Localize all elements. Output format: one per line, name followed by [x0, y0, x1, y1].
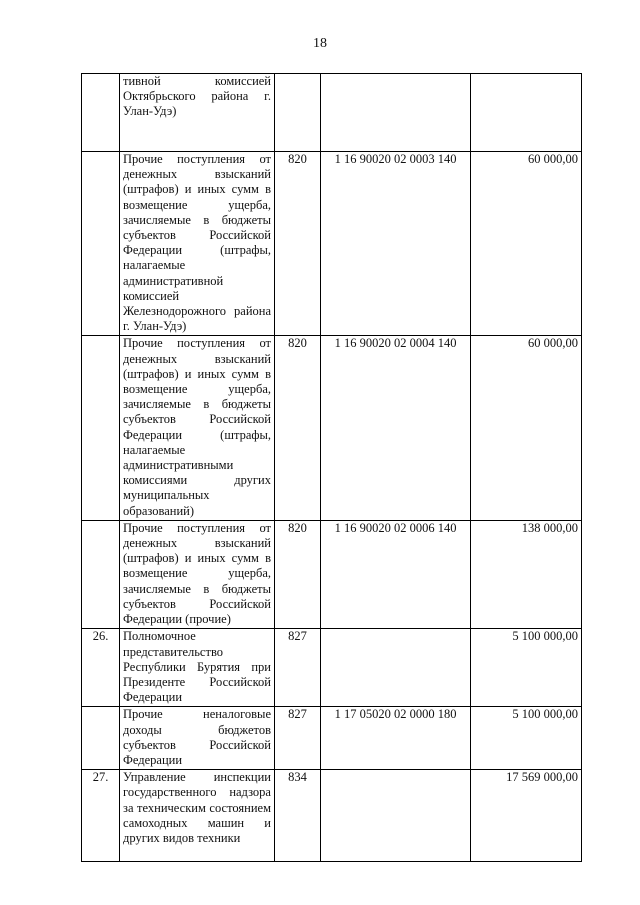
- row-number: [82, 74, 120, 152]
- admin-code: [275, 74, 321, 152]
- budget-classification-code: [321, 770, 471, 862]
- budget-classification-code: 1 17 05020 02 0000 180: [321, 707, 471, 770]
- admin-code: 827: [275, 707, 321, 770]
- row-number: [82, 707, 120, 770]
- row-number: 26.: [82, 629, 120, 707]
- table-row: [82, 336, 582, 520]
- row-number: [82, 336, 120, 520]
- budget-table: [81, 73, 582, 862]
- admin-code: 820: [275, 520, 321, 628]
- table-row: [82, 770, 582, 862]
- budget-classification-code: 1 16 90020 02 0006 140: [321, 520, 471, 628]
- admin-code: 834: [275, 770, 321, 862]
- row-number: 27.: [82, 770, 120, 862]
- row-name: Прочие поступления от денежных взысканий (штрафов) и иных сумм в возмещение ущерба, зачисляемые в бюджеты субъектов Российской Федерации (штрафы, налагаемые административными комиссиями других муниципальных образований): [120, 336, 275, 520]
- amount: 60 000,00: [471, 336, 582, 520]
- amount: 138 000,00: [471, 520, 582, 628]
- row-name: тивной комиссией Октябрьского района г. Улан-Удэ): [120, 74, 275, 152]
- amount: 60 000,00: [471, 152, 582, 336]
- page-number: 18: [313, 36, 327, 51]
- amount: 5 100 000,00: [471, 707, 582, 770]
- row-name: Прочие поступления от денежных взысканий (штрафов) и иных сумм в возмещение ущерба, зачисляемые в бюджеты субъектов Российской Федерации (прочие): [120, 520, 275, 628]
- amount: 17 569 000,00: [471, 770, 582, 862]
- admin-code: 827: [275, 629, 321, 707]
- amount: 5 100 000,00: [471, 629, 582, 707]
- row-number: [82, 520, 120, 628]
- row-name: Прочие поступления от денежных взысканий (штрафов) и иных сумм в возмещение ущерба, зачисляемые в бюджеты субъектов Российской Федерации (штрафы, налагаемые административной комиссией Железнодорожного района г. Улан-Удэ): [120, 152, 275, 336]
- budget-classification-code: [321, 74, 471, 152]
- table-row: [82, 629, 582, 707]
- table-row: [82, 707, 582, 770]
- budget-classification-code: 1 16 90020 02 0004 140: [321, 336, 471, 520]
- table-row: [82, 520, 582, 628]
- row-name: Полномочное представительство Республики Бурятия при Президенте Российской Федерации: [120, 629, 275, 707]
- row-number: [82, 152, 120, 336]
- admin-code: 820: [275, 336, 321, 520]
- table-row: [82, 74, 582, 152]
- budget-classification-code: 1 16 90020 02 0003 140: [321, 152, 471, 336]
- amount: [471, 74, 582, 152]
- budget-classification-code: [321, 629, 471, 707]
- row-name: Управление инспекции государственного надзора за техническим состоянием самоходных машин и других видов техники: [120, 770, 275, 862]
- admin-code: 820: [275, 152, 321, 336]
- row-name: Прочие неналоговые доходы бюджетов субъектов Российской Федерации: [120, 707, 275, 770]
- table-row: [82, 152, 582, 336]
